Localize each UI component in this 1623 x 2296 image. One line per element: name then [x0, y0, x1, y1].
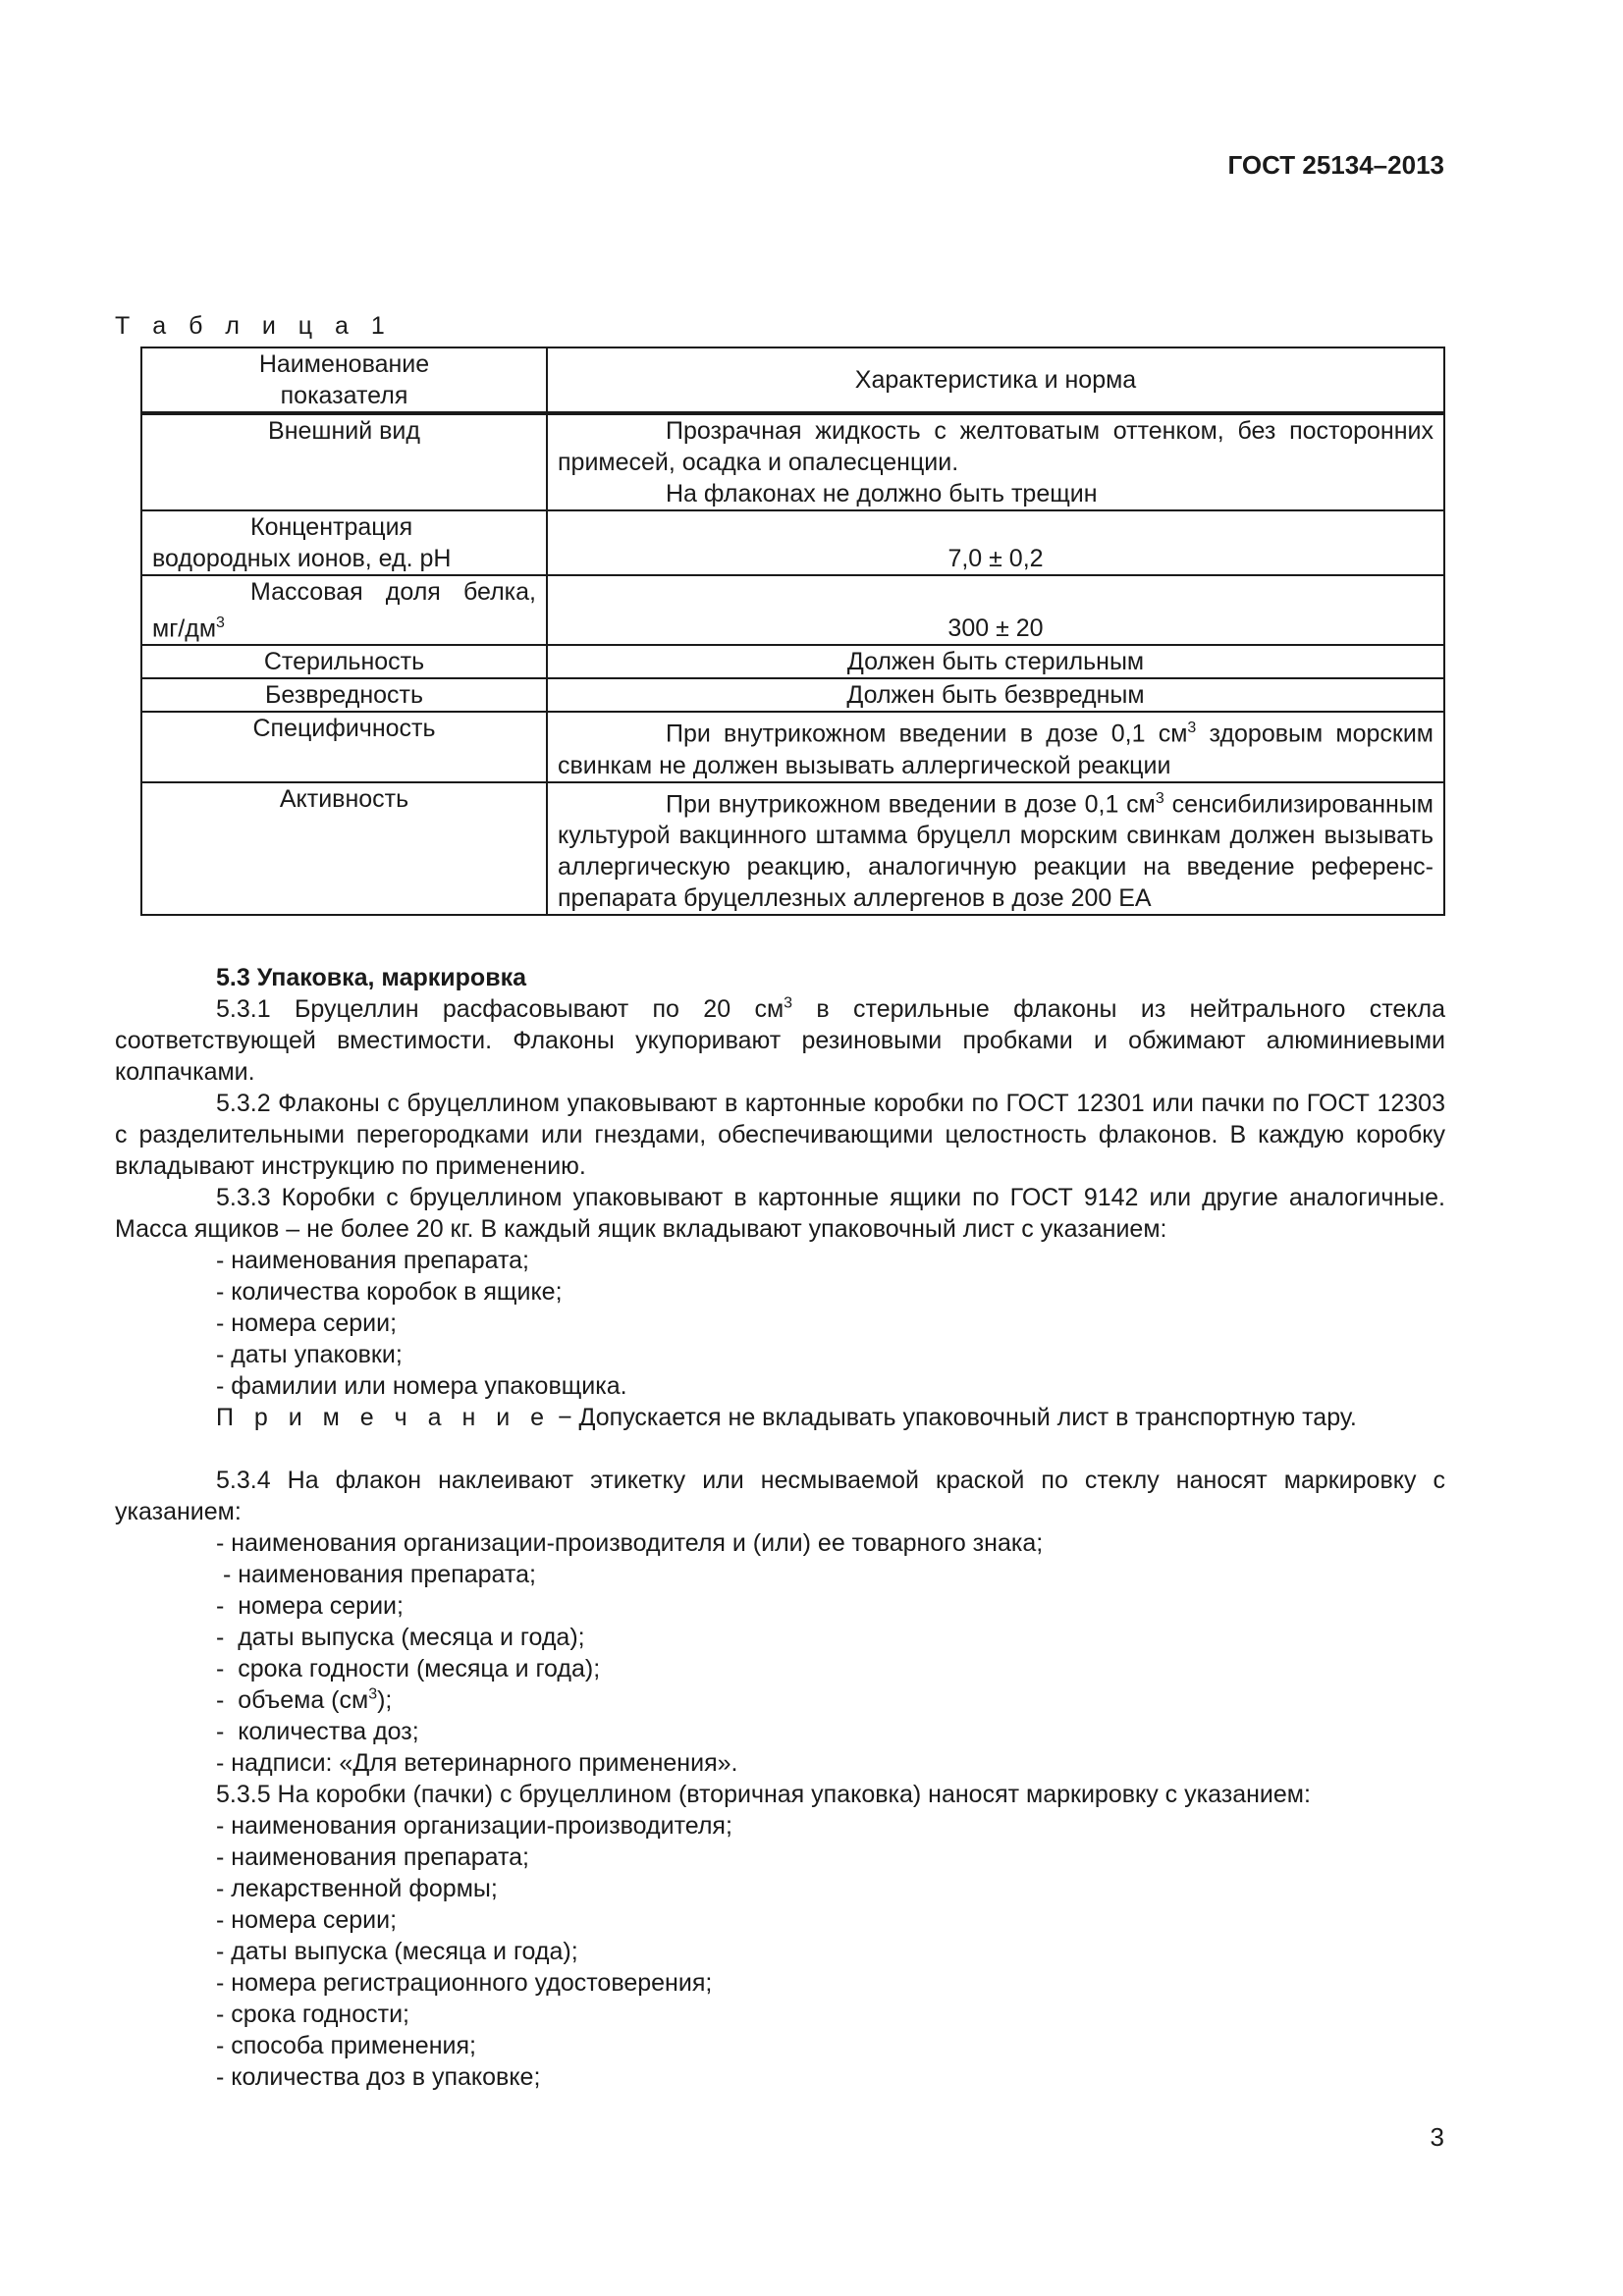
table-row: [141, 782, 1444, 915]
list-item-text: - объема (см: [216, 1686, 369, 1714]
list-item: - даты упаковки;: [216, 1341, 403, 1368]
section-body: [115, 962, 1445, 2093]
table-row: [141, 510, 1444, 575]
table-row: [141, 678, 1444, 712]
row-name: Внешний вид: [141, 413, 547, 510]
superscript: 3: [368, 1685, 378, 1703]
list-item-text: );: [377, 1686, 393, 1714]
section-title: 5.3 Упаковка, маркировка: [216, 964, 526, 991]
superscript: 3: [216, 614, 225, 631]
paragraph-text: 5.3.1 Бруцеллин расфасовывают по 20 см: [216, 995, 784, 1023]
list-item: - наименования препарата;: [216, 1843, 529, 1871]
list-item: - количества доз;: [216, 1718, 419, 1745]
list-item: - номера серии;: [216, 1309, 398, 1337]
row-value: 7,0 ± 0,2: [547, 510, 1444, 575]
row-value-line: Прозрачная жидкость с желтоватым оттенком, без посторонних примесей, осадка и опалесценции.: [558, 417, 1434, 476]
table-row: [141, 575, 1444, 645]
row-value-text: При внутрикожном введении в дозе 0,1 см: [666, 789, 1156, 818]
row-value: [547, 712, 1444, 781]
list-item: - номера серии;: [216, 1592, 404, 1620]
list-item: - даты выпуска (месяца и года);: [216, 1938, 578, 1965]
row-value: [547, 782, 1444, 915]
spec-table: [140, 347, 1445, 916]
list-item: - номера регистрационного удостоверения;: [216, 1969, 713, 1997]
note: [115, 1402, 1445, 1433]
table-row: [141, 645, 1444, 678]
table-row: [141, 712, 1444, 781]
row-value: 300 ± 20: [547, 575, 1444, 645]
paragraph-5-3-4: 5.3.4 На флакон наклеивают этикетку или несмываемой краской по стеклу наносят маркировку с указанием:: [115, 1467, 1445, 1525]
row-value-line: На флаконах не должно быть трещин: [666, 480, 1098, 507]
list-item: - наименования организации-производителя;: [216, 1812, 732, 1840]
row-value: Должен быть безвредным: [547, 678, 1444, 712]
row-name: Концентрация водородных ионов, ед. pH: [141, 510, 547, 575]
superscript: 3: [784, 994, 793, 1012]
list-item: - номера серии;: [216, 1906, 398, 1934]
row-name: Стерильность: [141, 645, 547, 678]
list-item: - лекарственной формы;: [216, 1875, 498, 1902]
row-value-text: здоровым морским свинкам не должен вызывать аллергической реакции: [558, 720, 1434, 779]
superscript: 3: [1155, 789, 1164, 807]
list-item: - надписи: «Для ветеринарного применения».: [216, 1749, 738, 1777]
row-name: Активность: [141, 782, 547, 915]
table-row: [141, 413, 1444, 510]
paragraph-5-3-2: 5.3.2 Флаконы с бруцеллином упаковывают в картонные коробки по ГОСТ 12301 или пачки по ГОСТ 12303 с разделительными перегородками или гнездами, обеспечивающими целостность флаконов. В каждую коробку вкладывают инструкцию по применению.: [115, 1090, 1445, 1180]
row-name: [141, 575, 547, 645]
list-item: [115, 1684, 1445, 1716]
table-header-row: [141, 347, 1444, 413]
note-label: П р и м е ч а н и е: [216, 1404, 552, 1431]
table-caption: Т а б л и ц а 1: [115, 312, 393, 340]
paragraph-5-3-1: [115, 993, 1445, 1088]
row-name-text: Массовая доля белка, мг/дм: [152, 578, 536, 643]
row-name: Безвредность: [141, 678, 547, 712]
paragraph-5-3-5: 5.3.5 На коробки (пачки) с бруцеллином (вторичная упаковка) наносят маркировку с указанием:: [216, 1781, 1311, 1808]
list-item: - количества доз в упаковке;: [216, 2063, 541, 2091]
list-item: - наименования организации-производителя и (или) ее товарного знака;: [216, 1529, 1044, 1557]
superscript: 3: [1187, 720, 1197, 737]
list-item: - наименования препарата;: [216, 1247, 529, 1274]
list-item: - срока годности;: [216, 2001, 409, 2028]
column-header-value: Характеристика и норма: [547, 347, 1444, 413]
list-item: - срока годности (месяца и года);: [216, 1655, 601, 1682]
list-item: - наименования препарата;: [216, 1561, 536, 1588]
list-item: - фамилии или номера упаковщика.: [216, 1372, 627, 1400]
row-value: Должен быть стерильным: [547, 645, 1444, 678]
row-value: [547, 413, 1444, 510]
row-value-text: При внутрикожном введении в дозе 0,1 см: [666, 720, 1188, 748]
list-item: - даты выпуска (месяца и года);: [216, 1624, 585, 1651]
row-value-text: сенсибилизированным культурой вакцинного штамма бруцелл морским свинкам должен вызывать аллергическую реакцию, аналогичную реакции на введение референс-препарата бруцеллезных аллергенов в дозе 200 ЕА: [558, 789, 1434, 912]
page-number: 3: [1430, 2122, 1444, 2152]
list-item: - количества коробок в ящике;: [216, 1278, 563, 1306]
list-item: - способа применения;: [216, 2032, 476, 2059]
paragraph-text: в стерильные флаконы из нейтрального стекла соответствующей вместимости. Флаконы укупоривают резиновыми пробками и обжимают алюминиевыми колпачками.: [115, 995, 1445, 1086]
row-name: Специфичность: [141, 712, 547, 781]
column-header-name: Наименование показателя: [141, 347, 547, 413]
document-id: ГОСТ 25134–2013: [1227, 150, 1444, 180]
paragraph-5-3-3: 5.3.3 Коробки с бруцеллином упаковывают в картонные ящики по ГОСТ 9142 или другие аналогичные. Масса ящиков – не более 20 кг. В каждый ящик вкладывают упаковочный лист с указанием:: [115, 1184, 1445, 1243]
note-text: − Допускается не вкладывать упаковочный лист в транспортную тару.: [551, 1404, 1357, 1431]
